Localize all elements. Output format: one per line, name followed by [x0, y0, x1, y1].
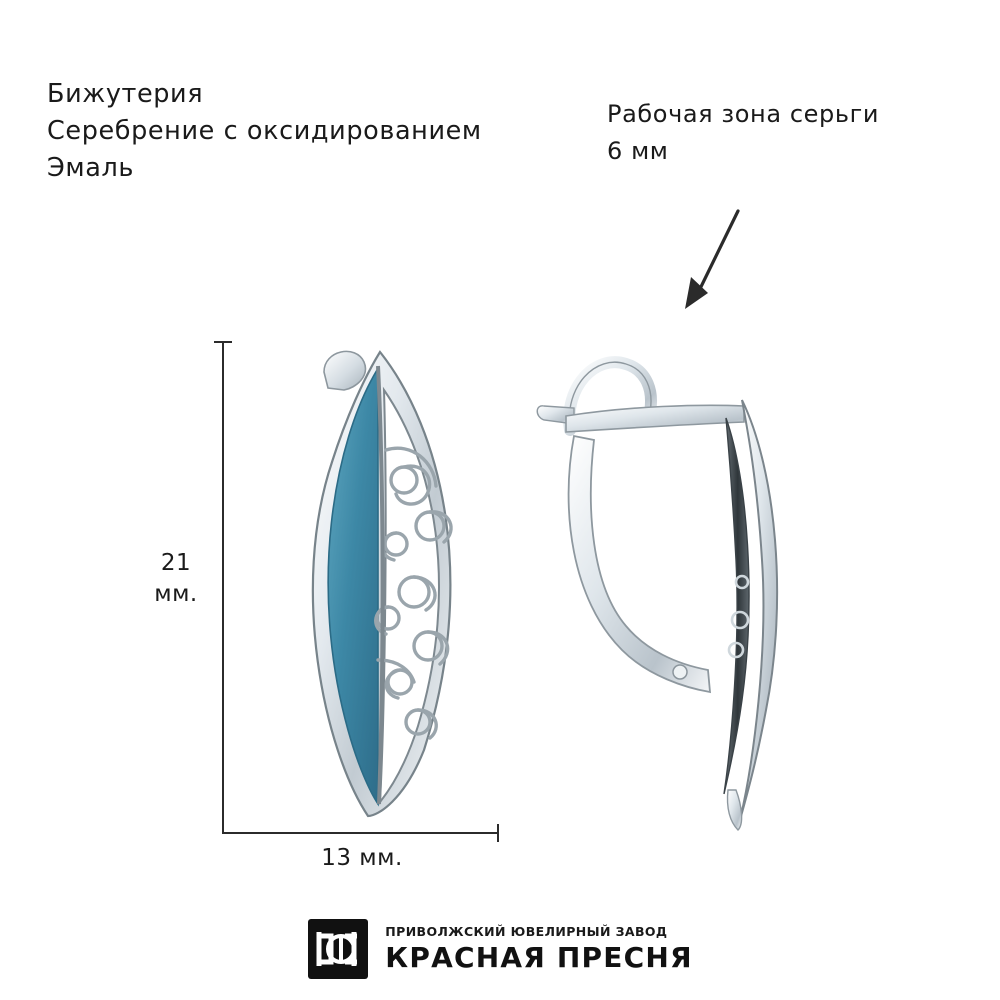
work-zone-value: 6 мм [607, 137, 669, 166]
dimension-line-vertical [222, 341, 224, 833]
work-zone-title: Рабочая зона серьги [607, 100, 880, 128]
brand-subtitle: ПРИВОЛЖСКИЙ ЮВЕЛИРНЫЙ ЗАВОД [385, 924, 668, 940]
brand-name: КРАСНАЯ ПРЕСНЯ [385, 940, 693, 974]
pjz-logo-icon [307, 918, 369, 980]
spec-line-plating: Серебрение с оксидированием [47, 115, 482, 146]
specification-text [47, 76, 482, 187]
brand-footer [0, 918, 1000, 980]
earring-front-view [228, 330, 518, 830]
spec-line-material: Бижутерия [47, 79, 204, 109]
dimension-label-width: 13 мм. [321, 845, 403, 871]
height-unit: мм. [154, 581, 198, 608]
brand-text [385, 926, 692, 972]
dimension-line-horizontal [222, 832, 499, 834]
dimension-label-height [143, 548, 209, 610]
height-value: 21 [160, 550, 192, 576]
work-zone-callout [607, 96, 879, 170]
arrow-down-left-icon [672, 205, 752, 320]
earring-side-view [530, 320, 830, 840]
spec-line-enamel: Эмаль [47, 152, 134, 183]
